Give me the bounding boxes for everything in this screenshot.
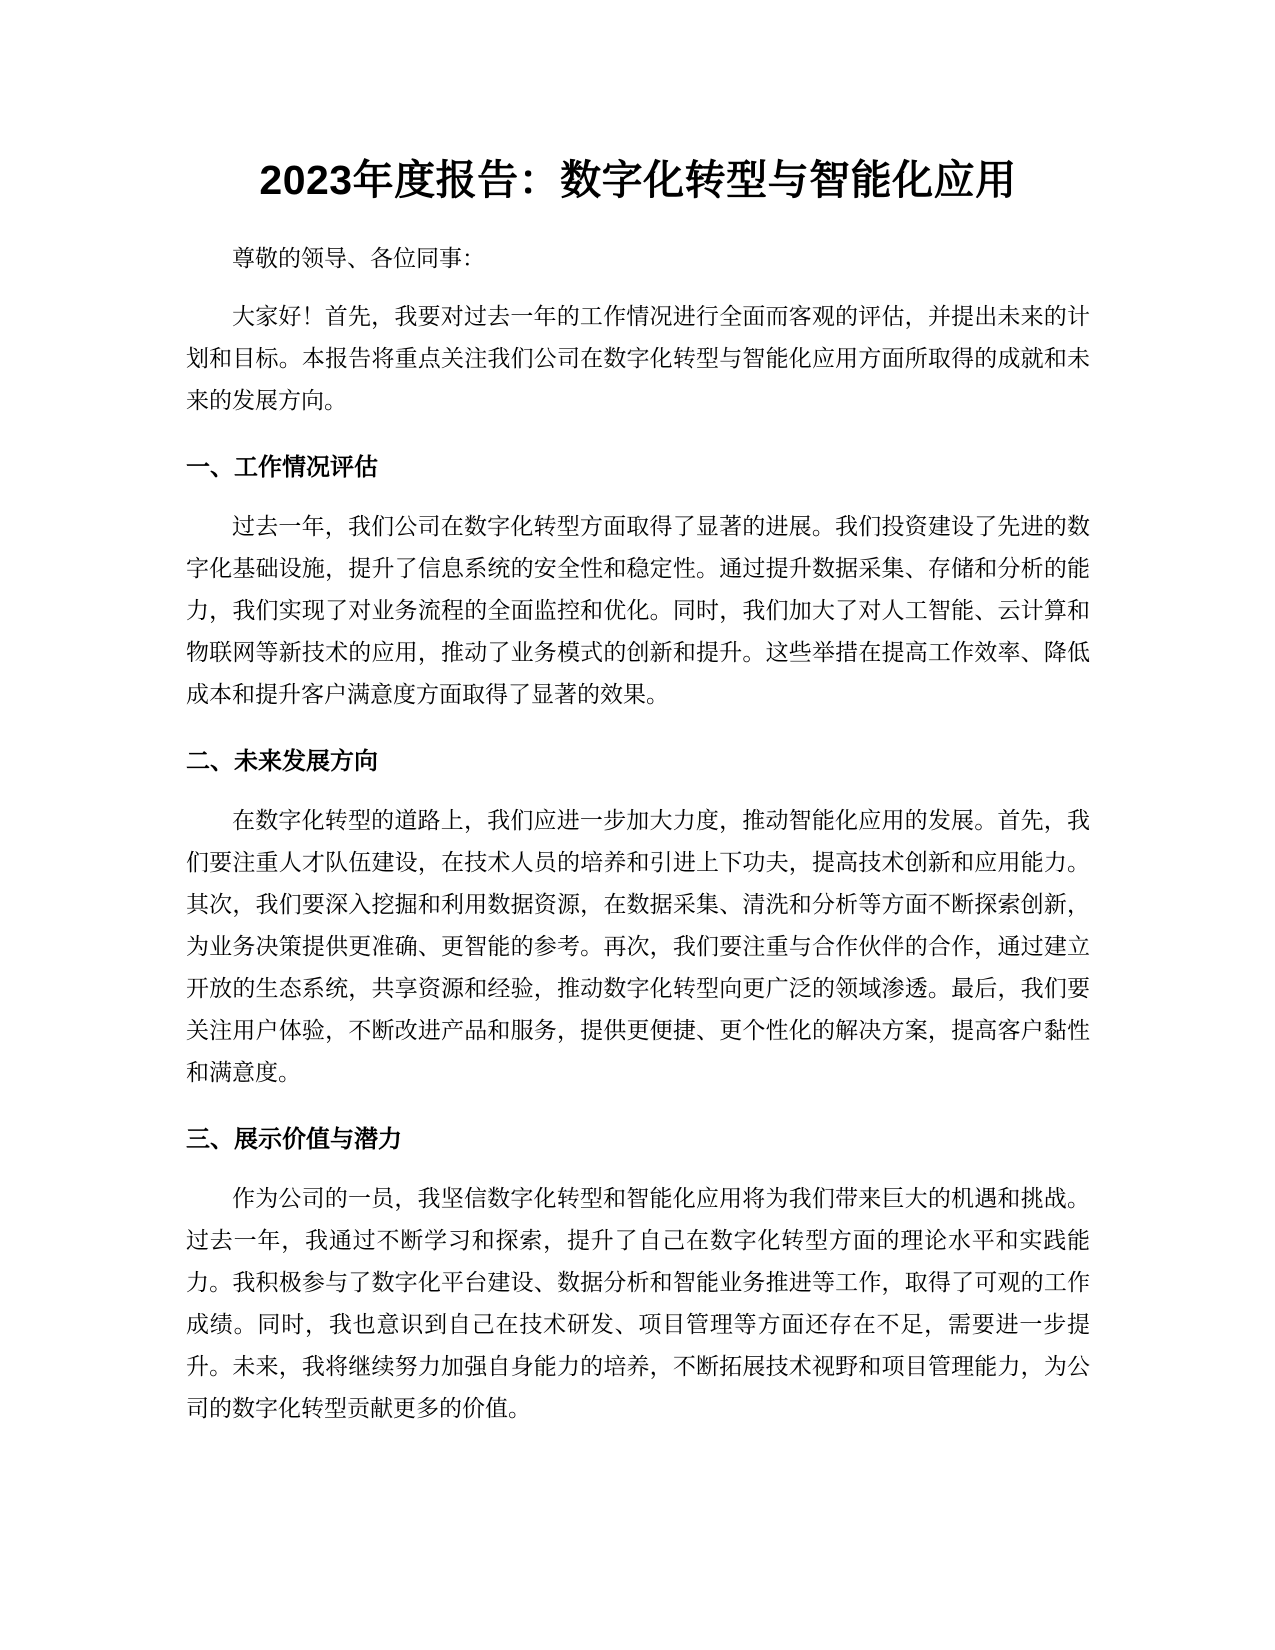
intro-paragraph: 大家好！首先，我要对过去一年的工作情况进行全面而客观的评估，并提出未来的计划和目标。本报告将重点关注我们公司在数字化转型与智能化应用方面所取得的成就和未来的发展方向。 xyxy=(186,304,1090,413)
document-title: 2023年度报告：数字化转型与智能化应用 xyxy=(259,157,1017,203)
section-heading-value-potential: 三、展示价值与潜力 xyxy=(186,1126,402,1153)
section-body-future-direction: 在数字化转型的道路上，我们应进一步加大力度，推动智能化应用的发展。首先，我们要注重人才队伍建设，在技术人员的培养和引进上下功夫，提高技术创新和应用能力。其次，我们要深入挖掘和利用数据资源，在数据采集、清洗和分析等方面不断探索创新，为业务决策提供更准确、更智能的参考。再次，我们要注重与合作伙伴的合作，通过建立开放的生态系统，共享资源和经验，推动数字化转型向更广泛的领域渗透。最后，我们要关注用户体验，不断改进产品和服务，提供更便捷、更个性化的解决方案，提高客户黏性和满意度。 xyxy=(186,808,1090,1085)
salutation: 尊敬的领导、各位同事： xyxy=(232,246,485,271)
section-body-value-potential: 作为公司的一员，我坚信数字化转型和智能化应用将为我们带来巨大的机遇和挑战。过去一年，我通过不断学习和探索，提升了自己在数字化转型方面的理论水平和实践能力。我积极参与了数字化平台建设、数据分析和智能业务推进等工作，取得了可观的工作成绩。同时，我也意识到自己在技术研发、项目管理等方面还存在不足，需要进一步提升。未来，我将继续努力加强自身能力的培养，不断拓展技术视野和项目管理能力，为公司的数字化转型贡献更多的价值。 xyxy=(186,1186,1090,1421)
section-heading-evaluation: 一、工作情况评估 xyxy=(186,454,378,481)
section-body-evaluation: 过去一年，我们公司在数字化转型方面取得了显著的进展。我们投资建设了先进的数字化基础设施，提升了信息系统的安全性和稳定性。通过提升数据采集、存储和分析的能力，我们实现了对业务流程的全面监控和优化。同时，我们加大了对人工智能、云计算和物联网等新技术的应用，推动了业务模式的创新和提升。这些举措在提高工作效率、降低成本和提升客户满意度方面取得了显著的效果。 xyxy=(186,514,1090,707)
document-content xyxy=(186,150,1090,1430)
section-heading-future-direction: 二、未来发展方向 xyxy=(186,748,378,775)
